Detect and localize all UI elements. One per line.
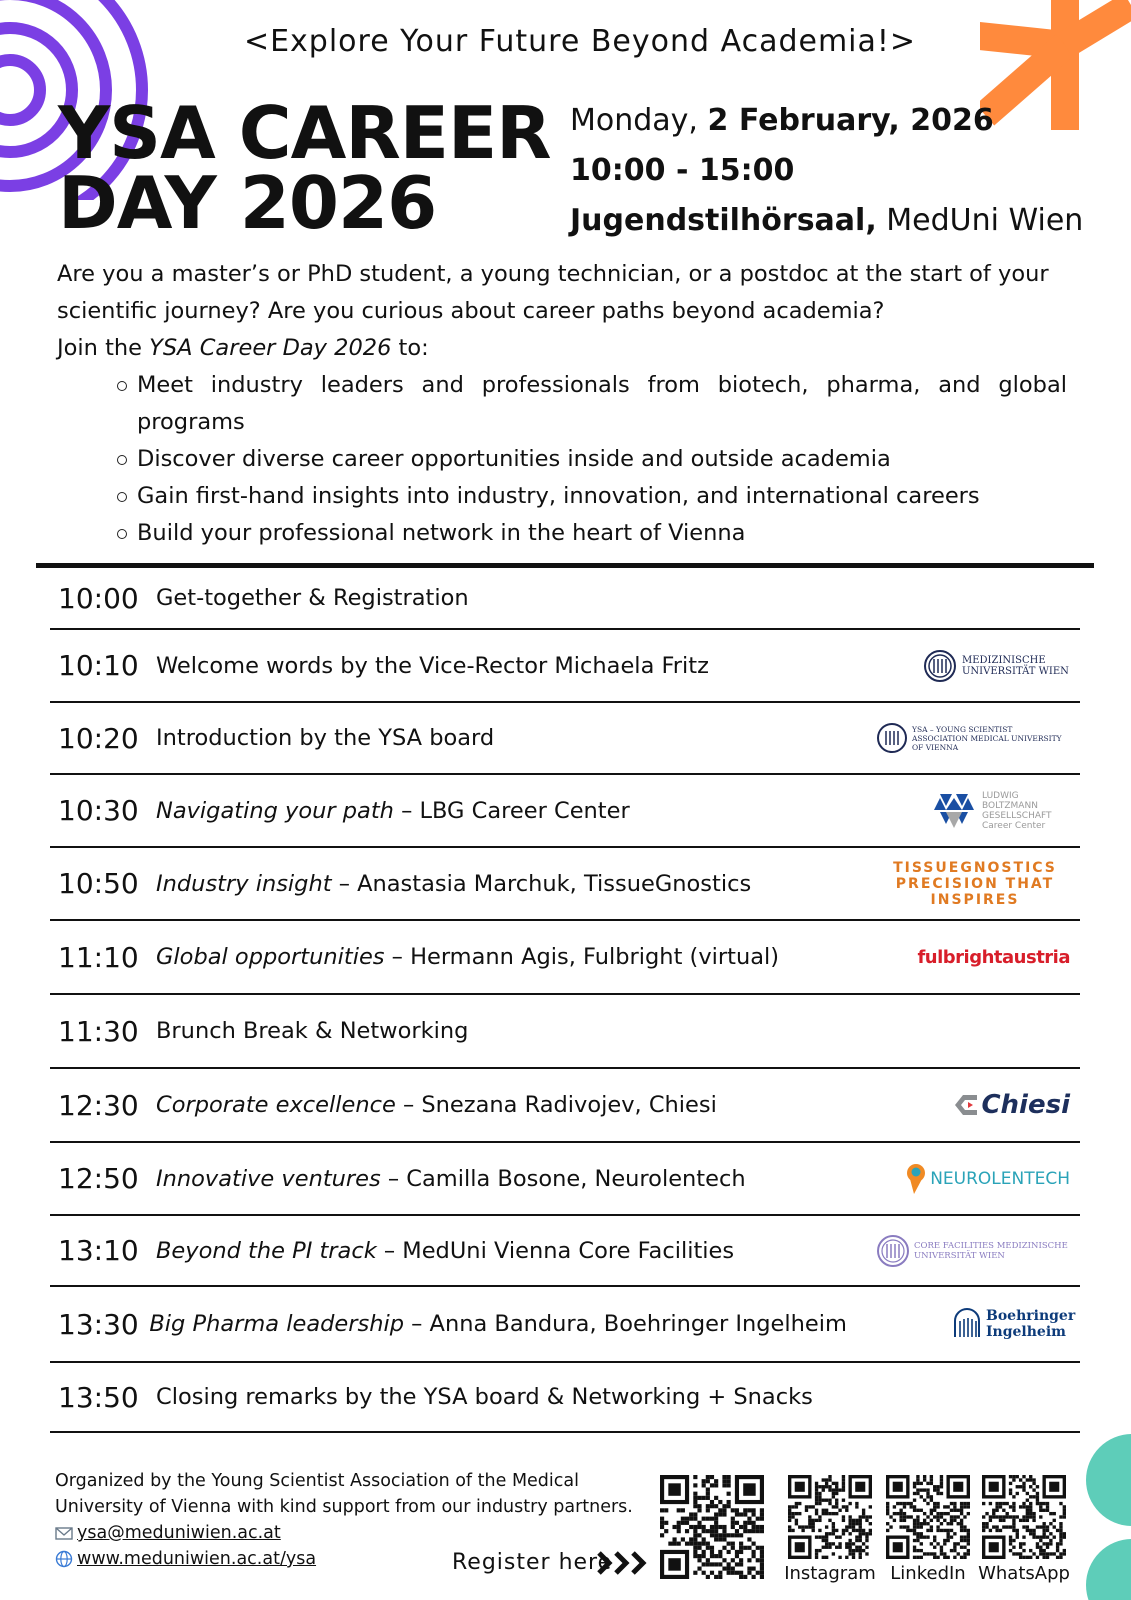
meduni-logo-text: MEDIZINISCHE UNIVERSITÄT WIEN bbox=[962, 654, 1069, 677]
neurolentech-logo bbox=[830, 1162, 1080, 1196]
intro-section bbox=[57, 256, 1067, 552]
intro-paragraph: Are you a master’s or PhD student, a young technician, or a postdoc at the start of your scientific journey? Are you curious about career paths beyond academia? bbox=[57, 261, 1049, 324]
schedule-description bbox=[152, 585, 830, 611]
schedule-description bbox=[152, 798, 830, 824]
meduni-seal-icon bbox=[922, 648, 958, 684]
table-row bbox=[50, 775, 1080, 848]
schedule-time: 12:30 bbox=[58, 1088, 139, 1122]
schedule-time: 10:00 bbox=[58, 581, 139, 615]
website-link[interactable]: www.meduniwien.ac.at/ysa bbox=[77, 1549, 317, 1569]
intro-join-prefix: Join the bbox=[57, 335, 150, 361]
page-title bbox=[58, 91, 578, 245]
tissuegnostics-logo bbox=[830, 860, 1080, 908]
schedule-text: – LBG Career Center bbox=[393, 797, 630, 824]
fulbright-logo bbox=[830, 947, 1080, 968]
event-info bbox=[570, 96, 1130, 246]
core-facilities-seal-icon bbox=[875, 1233, 911, 1269]
organizer-text: Organized by the Young Scientist Association of the Medical University of Vienna with kind support from our industry partners. bbox=[55, 1471, 633, 1517]
lbg-logo bbox=[830, 790, 1080, 832]
whatsapp-qr[interactable] bbox=[978, 1475, 1072, 1584]
core-facilities-logo-text: CORE FACILITIES MEDIZINISCHE UNIVERSITÄT WIEN bbox=[914, 1240, 1068, 1261]
ysa-seal-icon bbox=[875, 721, 909, 755]
table-row bbox=[50, 568, 1080, 630]
schedule-text: Brunch Break & Networking bbox=[156, 1018, 469, 1044]
schedule-description bbox=[145, 1311, 847, 1337]
register-label: Register here bbox=[452, 1550, 613, 1575]
title-line-2: DAY 2026 bbox=[58, 161, 437, 245]
instagram-qr[interactable] bbox=[784, 1475, 878, 1584]
schedule-text: Welcome words by the Vice-Rector Michaela Fritz bbox=[156, 652, 709, 679]
table-row bbox=[50, 995, 1080, 1069]
ysa-logo bbox=[830, 721, 1080, 755]
event-venue-line bbox=[570, 196, 1130, 246]
lbg-diamond-icon bbox=[930, 790, 978, 832]
qr-code-icon bbox=[660, 1475, 764, 1579]
whatsapp-qr-icon bbox=[982, 1475, 1066, 1559]
schedule-topic: Beyond the PI track bbox=[156, 1237, 377, 1264]
globe-icon bbox=[55, 1550, 73, 1568]
schedule-description bbox=[152, 944, 830, 970]
core-facilities-logo bbox=[830, 1233, 1080, 1269]
tagline: <Explore Your Future Beyond Academia!> bbox=[243, 24, 917, 59]
email-link[interactable]: ysa@meduniwien.ac.at bbox=[77, 1523, 281, 1543]
schedule-time: 13:50 bbox=[58, 1380, 139, 1414]
fulbright-logo-text: fulbrightaustria bbox=[917, 946, 1070, 968]
list-item: Gain first-hand insights into industry, innovation, and international careers bbox=[137, 478, 1067, 515]
schedule-time: 11:30 bbox=[58, 1014, 139, 1048]
schedule-time: 10:20 bbox=[58, 721, 139, 755]
linkedin-label: LinkedIn bbox=[890, 1563, 966, 1584]
table-row bbox=[50, 703, 1080, 775]
email-line bbox=[55, 1520, 655, 1546]
schedule-description bbox=[152, 1166, 830, 1192]
event-day: Monday, bbox=[570, 103, 708, 138]
table-row bbox=[50, 1287, 1080, 1363]
schedule-description bbox=[152, 725, 830, 751]
schedule-time: 11:10 bbox=[58, 940, 139, 974]
intro-join-suffix: to: bbox=[391, 335, 429, 361]
event-date-line bbox=[570, 96, 1130, 146]
schedule-description bbox=[152, 1384, 830, 1410]
linkedin-qr[interactable] bbox=[886, 1475, 976, 1584]
benefits-list bbox=[57, 367, 1067, 552]
schedule-text: – Anna Bandura, Boehringer Ingelheim bbox=[404, 1311, 847, 1337]
list-item: Discover diverse career opportunities inside and outside academia bbox=[137, 441, 1067, 478]
schedule-text: – Snezana Radivojev, Chiesi bbox=[395, 1092, 717, 1118]
table-row bbox=[50, 1216, 1080, 1287]
intro-join-event: YSA Career Day 2026 bbox=[149, 335, 392, 361]
list-item: Build your professional network in the heart of Vienna bbox=[137, 515, 1067, 552]
register-qr-code[interactable] bbox=[660, 1475, 764, 1583]
chiesi-mark-icon bbox=[951, 1090, 981, 1120]
table-row bbox=[50, 921, 1080, 995]
title-line-1: YSA CAREER bbox=[58, 91, 551, 175]
meduni-logo bbox=[830, 648, 1080, 684]
chiesi-logo bbox=[830, 1090, 1080, 1120]
schedule-text: – MedUni Vienna Core Facilities bbox=[376, 1237, 735, 1264]
instagram-qr-icon bbox=[788, 1475, 872, 1559]
schedule-time: 10:50 bbox=[58, 867, 139, 900]
schedule-text: Get-together & Registration bbox=[156, 585, 469, 611]
whatsapp-label: WhatsApp bbox=[978, 1563, 1070, 1584]
schedule-description bbox=[152, 1018, 830, 1044]
table-row bbox=[50, 630, 1080, 703]
neurolentech-head-icon bbox=[905, 1162, 927, 1196]
event-date: 2 February, 2026 bbox=[707, 103, 994, 138]
schedule-topic: Big Pharma leadership bbox=[149, 1311, 404, 1337]
schedule-description bbox=[152, 653, 830, 679]
schedule-time: 13:30 bbox=[58, 1307, 139, 1341]
boehringer-logo bbox=[847, 1307, 1080, 1341]
schedule-time: 10:10 bbox=[58, 649, 139, 682]
linkedin-qr-icon bbox=[886, 1475, 970, 1559]
tissuegnostics-logo-text: TISSUEGNOSTICS PRECISION THAT INSPIRES bbox=[893, 859, 1057, 908]
schedule-topic: Global opportunities bbox=[156, 944, 385, 970]
instagram-label: Instagram bbox=[784, 1563, 876, 1584]
list-item: Meet industry leaders and professionals from biotech, pharma, and global programs bbox=[137, 367, 1067, 441]
event-venue: Jugendstilhörsaal, bbox=[570, 203, 877, 238]
schedule-table bbox=[50, 568, 1080, 1433]
schedule-time: 13:10 bbox=[58, 1234, 139, 1267]
intro-join bbox=[57, 330, 1067, 367]
teal-circles-decoration bbox=[1080, 1430, 1131, 1600]
event-place: MedUni Wien bbox=[876, 203, 1084, 238]
neurolentech-logo-text: NEUROLENTECH bbox=[930, 1168, 1070, 1189]
schedule-time: 10:30 bbox=[58, 794, 139, 827]
schedule-description bbox=[152, 1092, 830, 1118]
ysa-logo-text: YSA – YOUNG SCIENTIST ASSOCIATION MEDICAL UNIVERSITY OF VIENNA bbox=[912, 724, 1062, 752]
schedule-text: – Hermann Agis, Fulbright (virtual) bbox=[384, 944, 780, 970]
schedule-time: 12:50 bbox=[58, 1162, 139, 1195]
table-row bbox=[50, 1069, 1080, 1143]
chiesi-logo-text: Chiesi bbox=[981, 1090, 1070, 1120]
boehringer-logo-text: Boehringer Ingelheim bbox=[986, 1308, 1076, 1340]
chevrons-right-icon bbox=[596, 1550, 650, 1576]
schedule-text: – Anastasia Marchuk, TissueGnostics bbox=[331, 870, 752, 897]
schedule-topic: Industry insight bbox=[156, 870, 332, 897]
table-row bbox=[50, 1363, 1080, 1433]
boehringer-building-icon bbox=[951, 1307, 983, 1341]
lbg-logo-text: LUDWIG BOLTZMANN GESELLSCHAFT Career Center bbox=[982, 790, 1052, 831]
schedule-text: – Camilla Bosone, Neurolentech bbox=[380, 1165, 746, 1192]
mail-icon bbox=[55, 1526, 73, 1540]
schedule-topic: Navigating your path bbox=[156, 797, 394, 824]
schedule-topic: Innovative ventures bbox=[156, 1165, 381, 1192]
table-row bbox=[50, 848, 1080, 921]
event-time: 10:00 - 15:00 bbox=[570, 153, 795, 188]
schedule-topic: Corporate excellence bbox=[156, 1092, 396, 1118]
schedule-description bbox=[152, 871, 830, 897]
schedule-text: Introduction by the YSA board bbox=[156, 725, 495, 751]
schedule-description bbox=[152, 1238, 830, 1264]
table-row bbox=[50, 1143, 1080, 1216]
schedule-text: Closing remarks by the YSA board & Networking + Snacks bbox=[156, 1384, 813, 1410]
